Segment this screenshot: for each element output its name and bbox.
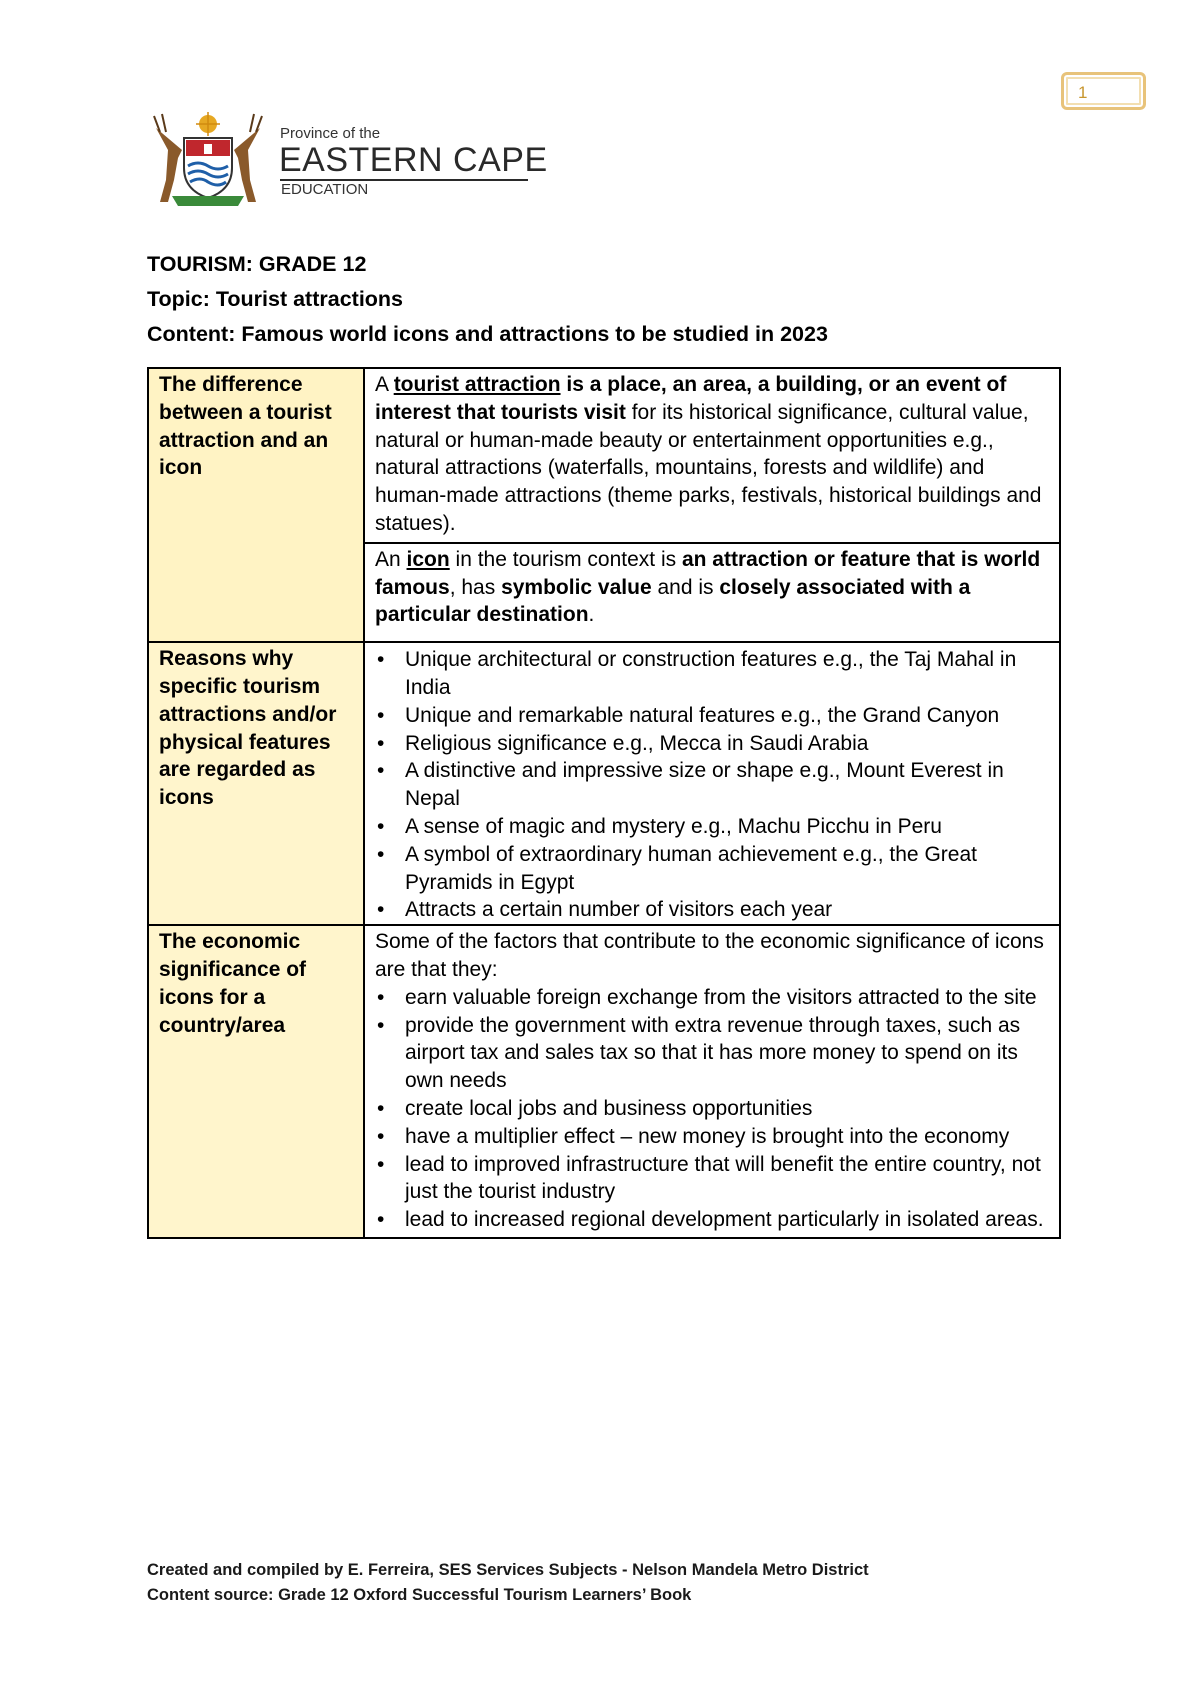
row-label-economic: The economic significance of icons for a country/area bbox=[148, 925, 364, 1238]
table-row bbox=[148, 925, 1060, 1238]
footer-source: Content source: Grade 12 Oxford Successful Tourism Learners’ Book bbox=[147, 1586, 692, 1604]
list-item: • A distinctive and impressive size or shape e.g., Mount Everest in Nepal bbox=[405, 757, 1049, 813]
list-item: • Attracts a certain number of visitors each year bbox=[405, 896, 1049, 924]
economic-cell bbox=[364, 925, 1060, 1238]
content-table bbox=[147, 367, 1061, 1239]
economic-list bbox=[375, 984, 1049, 1234]
logo-eastern-cape-text: EASTERN CAPE bbox=[279, 141, 548, 179]
list-item: • provide the government with extra revenue through taxes, such as airport tax and sales tax so that it has more money to spend on its own needs bbox=[405, 1012, 1049, 1095]
icon-term: icon bbox=[406, 547, 450, 571]
footer-credit: Created and compiled by E. Ferreira, SES Services Subjects - Nelson Mandela Metro District bbox=[147, 1561, 869, 1579]
list-item: • Unique and remarkable natural features e.g., the Grand Canyon bbox=[405, 702, 1049, 730]
list-item: • Religious significance e.g., Mecca in Saudi Arabia bbox=[405, 730, 1049, 758]
topic-heading: Topic: Tourist attractions bbox=[147, 287, 404, 311]
list-item: • have a multiplier effect – new money is brought into the economy bbox=[405, 1123, 1049, 1151]
reasons-cell bbox=[364, 642, 1060, 925]
page-number-badge: 1 bbox=[1061, 72, 1146, 110]
list-item: • create local jobs and business opportunities bbox=[405, 1095, 1049, 1123]
table-row bbox=[148, 642, 1060, 925]
list-item: • lead to improved infrastructure that will benefit the entire country, not just the tourist industry bbox=[405, 1151, 1049, 1207]
list-item: • A sense of magic and mystery e.g., Machu Picchu in Peru bbox=[405, 813, 1049, 841]
table-row bbox=[148, 368, 1060, 543]
row-label-reasons: Reasons why specific tourism attractions and/or physical features are regarded as icons bbox=[148, 642, 364, 925]
icon-definition: An icon in the tourism context is an attraction or feature that is world famous, has symbolic value and is closely associated with a particular destination. bbox=[364, 543, 1060, 642]
list-item: • lead to increased regional development particularly in isolated areas. bbox=[405, 1206, 1049, 1234]
list-item: • A symbol of extraordinary human achievement e.g., the Great Pyramids in Egypt bbox=[405, 841, 1049, 897]
tourist-attraction-term: tourist attraction bbox=[393, 373, 561, 396]
economic-intro: Some of the factors that contribute to the economic significance of icons are that they: bbox=[375, 930, 1044, 981]
list-item: • Unique architectural or construction features e.g., the Taj Mahal in India bbox=[405, 646, 1049, 702]
content-heading: Content: Famous world icons and attractions to be studied in 2023 bbox=[147, 322, 828, 346]
list-item: • earn valuable foreign exchange from the visitors attracted to the site bbox=[405, 984, 1049, 1012]
attraction-definition: A tourist attraction is a place, an area, a building, or an event of interest that tourists visit for its historical significance, cultural value, natural or human-made beauty or entertainment opportunities e.g., natural attractions (waterfalls, mountains, forests and wildlife) and human-made attractions (theme parks, festivals, historical buildings and statues). bbox=[364, 368, 1060, 543]
logo-education-text: EDUCATION bbox=[281, 181, 369, 198]
row-label-difference: The difference between a tourist attraction and an icon bbox=[148, 368, 364, 642]
reasons-list bbox=[375, 646, 1049, 924]
document-headings bbox=[147, 247, 828, 352]
logo-province-text: Province of the bbox=[280, 125, 381, 142]
page-footer bbox=[147, 1558, 869, 1608]
subject-heading: TOURISM: GRADE 12 bbox=[147, 252, 367, 276]
